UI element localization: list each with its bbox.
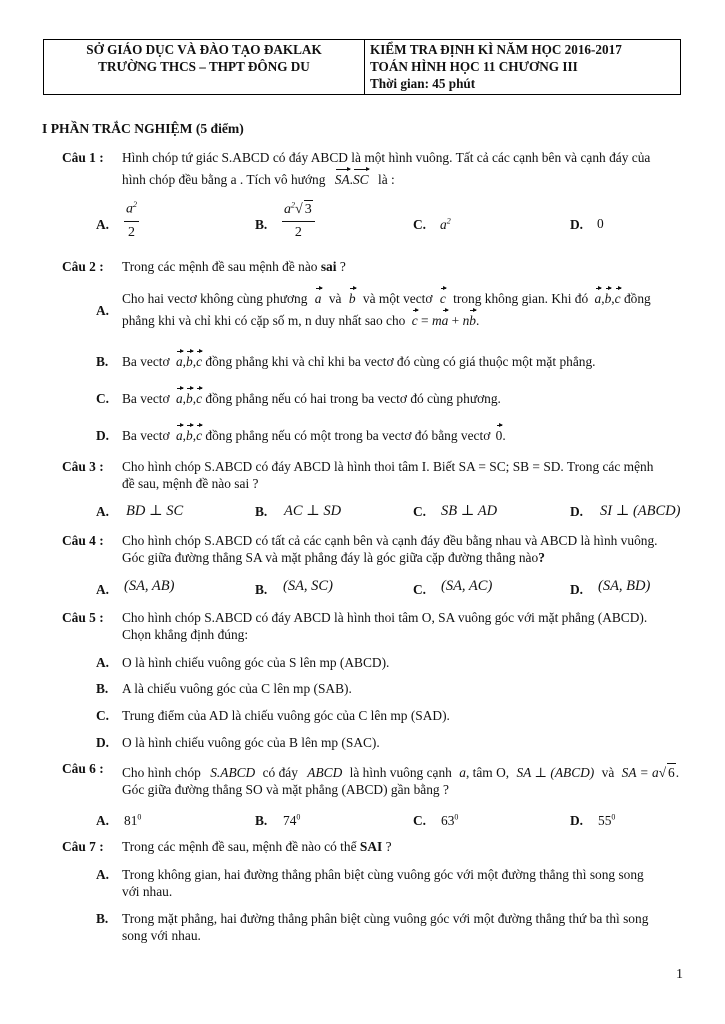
q4-option-a: (SA, AB) (124, 578, 175, 594)
q1-b-exp: 2 (291, 200, 295, 210)
q2-option-a-label: A. (96, 303, 110, 318)
q4-text-a: Góc giữa đường thẳng SA và mặt phẳng đáy là góc giữa cặp đường thẳng nào (122, 550, 539, 566)
q1-text-line1: Hình chóp tứ giác S.ABCD có đáy ABCD là một hình vuông. Tất cả các cạnh bên và cạnh đáy của (122, 150, 651, 165)
q4-option-b: (SA, SC) (283, 578, 333, 594)
q1-a-num: a (126, 201, 133, 217)
q6-a-deg: 0 (137, 812, 142, 822)
q2-b-t1: Ba vectơ (122, 354, 170, 369)
q7-option-a (122, 866, 712, 900)
q2-option-a-line1: Cho hai vectơ không cùng phương a và b và một vectơ c trong không gian. Khi đó a,b,c đồng (122, 291, 651, 306)
q2-c-vec-a: a (175, 391, 183, 406)
q2-d-vec-b: b (186, 428, 193, 443)
q6-option-b (283, 812, 300, 829)
q2-b-vec-b: b (186, 354, 193, 369)
q7-text (122, 838, 710, 855)
q2-option-a (122, 290, 712, 329)
header-subject: TOÁN HÌNH HỌC 11 CHƯƠNG III (370, 58, 578, 74)
q2-text (122, 258, 710, 275)
q4-option-c-label: C. (413, 582, 427, 597)
q1-option-b: $\frac{a^2√ 3}{2}$ (282, 200, 315, 242)
q2-vec-a3: a (441, 313, 449, 329)
section-title: I PHẦN TRẮC NGHIỆM (5 điểm) (42, 121, 244, 136)
header-exam-title: KIỂM TRA ĐỊNH KÌ NĂM HỌC 2016-2017 (370, 42, 622, 57)
header-department: SỞ GIÁO DỤC VÀ ĐÀO TẠO ĐAKLAK (86, 42, 322, 57)
q2-d-vec-a: a (175, 428, 183, 443)
q1-b-rad: 3 (304, 202, 312, 217)
q6-option-a (124, 812, 141, 829)
q7-option-a-label: A. (96, 867, 110, 882)
q1-vector-sa: SA (334, 172, 350, 188)
q3-number: Câu 3 : (62, 459, 104, 474)
q6-option-b-label: B. (255, 813, 268, 828)
q6-t4: ABCD (307, 765, 343, 780)
q7-option-b (122, 910, 712, 944)
q2-b-t2: đồng phẳng khi và chỉ khi ba vectơ đó cùng có giá thuộc một mặt phẳng. (205, 354, 596, 369)
q2-a-t5: đồng (623, 291, 651, 306)
q1-b-den: 2 (294, 224, 302, 240)
q2-option-b: Ba vectơ a,b,c đồng phẳng khi và chỉ khi ba vectơ đó cùng có giá thuộc một mặt phẳng. (122, 354, 596, 369)
q2-m: m (431, 313, 442, 329)
q1-b-num: a (284, 202, 291, 217)
q2-b-vec-a: a (175, 354, 183, 369)
q1-option-a (124, 200, 139, 241)
q1-number: Câu 1 : (62, 150, 104, 165)
q4-option-d: (SA, BD) (598, 578, 651, 594)
q2-c-t2: đồng phẳng nếu có hai trong ba vectơ đó cùng phương. (205, 391, 501, 406)
q1-text-line2: hình chóp đều bằng a . Tích vô hướng SA.SC là : (122, 172, 395, 188)
q2-c-vec-c: c (196, 391, 203, 406)
q2-a-t2: và (328, 291, 342, 306)
q6-text (122, 763, 714, 798)
q4-option-b-label: B. (255, 582, 268, 597)
q5-option-c: Trung điểm của AD là chiếu vuông góc của C lên mp (SAD). (122, 708, 450, 723)
q2-d-t3: . (502, 428, 506, 443)
q2-text-bold: sai (320, 259, 337, 274)
q3-option-d: SI ⊥ (ABCD) (600, 503, 681, 519)
q1-option-c-label: C. (413, 217, 427, 232)
q3-option-c-label: C. (413, 504, 427, 519)
q2-number: Câu 2 : (62, 259, 104, 274)
q2-option-c-label: C. (96, 391, 110, 406)
q7-text-bold: SAI (359, 839, 383, 854)
q2-a-t4: trong không gian. Khi đó (453, 291, 589, 306)
q5-text-line1: Cho hình chóp S.ABCD có đáy ABCD là hình thoi tâm O, SA vuông góc với mặt phẳng (ABCD). (122, 610, 648, 625)
q2-vec-c2: c (614, 291, 621, 306)
q6-b-val: 74 (283, 813, 297, 828)
q5-text (122, 609, 710, 643)
q6-b-deg: 0 (296, 812, 301, 822)
q2-a-t6: phẳng khi và chỉ khi có cặp số m, n duy nhất sao cho (122, 313, 406, 329)
q1-option-a-label: A. (96, 217, 110, 232)
q2-option-d: Ba vectơ a,b,c đồng phẳng nếu có một trong ba vectơ đó bằng vectơ 0. (122, 428, 506, 443)
q4-text-b: ? (538, 550, 545, 566)
q6-d-deg: 0 (611, 812, 616, 822)
q1-a-den: 2 (128, 224, 135, 240)
q6-option-d (598, 812, 615, 829)
q7-option-b-label: B. (96, 911, 109, 926)
q1-text-end: là : (377, 172, 395, 188)
q3-option-c: SB ⊥ AD (441, 503, 498, 519)
q6-option-c (441, 812, 458, 829)
q4-number: Câu 4 : (62, 533, 104, 548)
q4-text-line2 (122, 549, 710, 566)
q1-a-exp: 2 (133, 200, 137, 209)
q6-t6: a (459, 765, 466, 780)
q3-option-a: BD ⊥ SC (126, 503, 184, 519)
page-number: 1 (676, 967, 683, 982)
q1-c-val: a (440, 217, 447, 232)
q6-option-d-label: D. (570, 813, 584, 828)
q3-option-b: AC ⊥ SD (284, 503, 342, 519)
q2-vec-b3: b (469, 313, 476, 329)
q6-t8: SA ⊥ (ABCD) (516, 765, 595, 780)
q2-option-a-line2: phẳng khi và chỉ khi có cặp số m, n duy nhất sao cho c = ma + nb. (122, 313, 480, 329)
q5-option-b-label: B. (96, 681, 109, 696)
q2-vec-a2: a (594, 291, 602, 306)
q2-b-vec-c: c (196, 354, 203, 369)
q6-text-line1: Cho hình chóp S.ABCD có đáy ABCD là hình vuông cạnh a, tâm O, SA ⊥ (ABCD) và SA = a√ 6. (122, 765, 680, 780)
q6-option-a-label: A. (96, 813, 110, 828)
q2-vec-b: b (348, 291, 356, 306)
q6-t3: có đáy (262, 765, 298, 780)
q7-text-a: Trong các mệnh đề sau, mệnh đề nào có thể (122, 839, 357, 854)
q6-t10: SA = a (621, 765, 659, 780)
q2-n: n (462, 313, 470, 329)
q6-t9: và (601, 765, 615, 780)
q4-text (122, 532, 710, 566)
q6-t2: S.ABCD (210, 765, 256, 780)
q1-text-part: hình chóp đều bằng a . Tích vô hướng (122, 172, 326, 188)
q6-c-val: 63 (441, 813, 455, 828)
q6-c-deg: 0 (454, 812, 459, 822)
q2-c-vec-b: b (186, 391, 193, 406)
q5-number: Câu 5 : (62, 610, 104, 625)
q7-a-line1: Trong không gian, hai đường thẳng phân biệt cùng vuông góc với một đường thẳng thì song song (122, 867, 644, 882)
q7-a-line2: với nhau. (122, 884, 173, 900)
q7-b-line1: Trong mặt phẳng, hai đường thẳng phân biệt cùng vuông góc với một đường thẳng thứ ba thì song (122, 911, 649, 926)
q2-option-b-label: B. (96, 354, 109, 369)
q1-option-d-label: D. (570, 217, 584, 232)
header-school (44, 40, 365, 94)
q3-option-b-label: B. (255, 504, 268, 519)
q1-option-d: 0 (597, 216, 604, 231)
q3-text-line1: Cho hình chóp S.ABCD có đáy ABCD là hình thoi tâm I. Biết SA = SC; SB = SD. Trong các mệnh (122, 459, 654, 474)
q2-d-t1: Ba vectơ (122, 428, 170, 443)
q2-d-vec-c: c (196, 428, 203, 443)
q6-option-c-label: C. (413, 813, 427, 828)
header-school-name: TRƯỜNG THCS – THPT ĐÔNG DU (98, 58, 310, 74)
q1-text (122, 149, 710, 188)
q2-vec-b2: b (604, 291, 612, 306)
q6-d-val: 55 (598, 813, 612, 828)
q2-vec-c: c (439, 291, 446, 306)
q5-option-a-label: A. (96, 655, 110, 670)
q6-t11: 6 (668, 765, 675, 780)
q6-t7: , tâm O, (465, 765, 510, 780)
q6-t12: . (675, 765, 680, 780)
q7-number: Câu 7 : (62, 839, 104, 854)
q3-text-line2: đề sau, mệnh đề nào sai ? (122, 476, 259, 492)
q2-vec-c3: c (411, 313, 418, 329)
q4-option-a-label: A. (96, 582, 110, 597)
q5-option-d: O là hình chiếu vuông góc của B lên mp (SAC). (122, 735, 380, 750)
q4-option-d-label: D. (570, 582, 584, 597)
q2-a-t3: và một vectơ (362, 291, 433, 306)
q7-text-b: ? (385, 839, 392, 854)
q6-a-val: 81 (124, 813, 138, 828)
q5-option-a: O là hình chiếu vuông góc của S lên mp (ABCD). (122, 655, 390, 670)
q1-vector-sc: SC (352, 172, 369, 188)
q2-option-d-label: D. (96, 428, 110, 443)
q5-option-c-label: C. (96, 708, 110, 723)
q6-t1: Cho hình chóp (122, 765, 201, 780)
header-duration: Thời gian: 45 phút (370, 75, 476, 91)
q3-option-a-label: A. (96, 504, 110, 519)
q2-option-c: Ba vectơ a,b,c đồng phẳng nếu có hai trong ba vectơ đó cùng phương. (122, 391, 501, 406)
q5-option-b: A là chiếu vuông góc của C lên mp (SAB). (122, 681, 352, 696)
q6-text-line2: Góc giữa đường thẳng SO và mặt phẳng (ABCD) gần bằng ? (122, 782, 449, 798)
header-exam-info (365, 40, 680, 94)
q2-d-t2: đồng phẳng nếu có một trong ba vectơ đó bằng vectơ (205, 428, 491, 443)
q2-zero-vector: 0 (495, 428, 503, 443)
q7-b-line2: song với nhau. (122, 928, 201, 944)
q5-option-d-label: D. (96, 735, 110, 750)
q5-text-line2: Chọn khẳng định đúng: (122, 627, 249, 643)
q1-option-c (440, 216, 451, 233)
q1-c-exp: 2 (446, 216, 451, 226)
q2-a-t1: Cho hai vectơ không cùng phương (122, 291, 308, 306)
q2-text-b: ? (339, 259, 346, 274)
q2-text-a: Trong các mệnh đề sau mệnh đề nào (122, 259, 318, 274)
q4-text-line1: Cho hình chóp S.ABCD có tất cả các cạnh bên và cạnh đáy đều bằng nhau và ABCD là hình vuông. (122, 533, 658, 548)
q3-text (122, 458, 710, 492)
q2-vec-a: a (314, 291, 322, 306)
q6-t5: là hình vuông cạnh (349, 765, 452, 780)
q6-number: Câu 6 : (62, 761, 104, 776)
q4-option-c: (SA, AC) (441, 578, 493, 594)
header-table (43, 39, 681, 95)
q2-c-t1: Ba vectơ (122, 391, 170, 406)
q3-option-d-label: D. (570, 504, 584, 519)
q1-option-b-label: B. (255, 217, 268, 232)
